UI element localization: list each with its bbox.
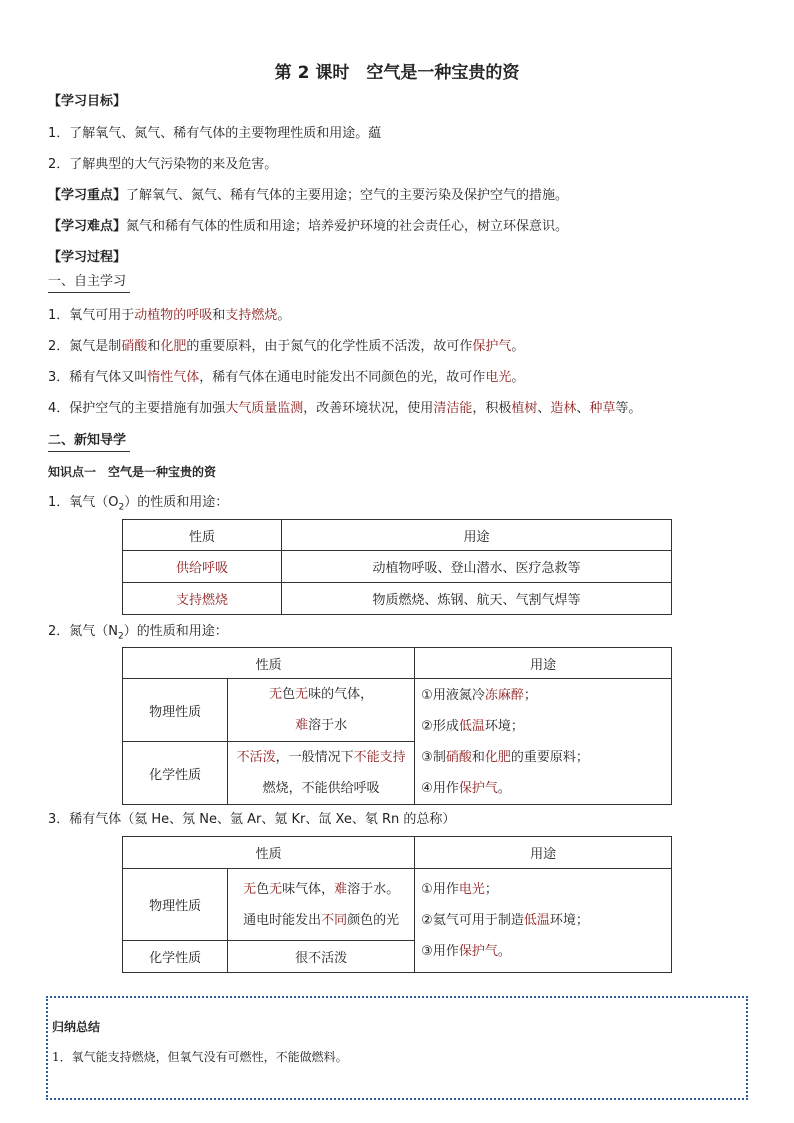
nitrogen-header-use: 用途 [415, 648, 672, 679]
oxygen-use-2: 物质燃烧、炼钢、航天、气割气焊等 [282, 583, 672, 615]
difficulties-label: 【学习难点】 [48, 219, 127, 234]
oxygen-property-2: 支持燃烧 [123, 583, 282, 615]
oxygen-property-1: 供给呼吸 [123, 551, 282, 583]
nitrogen-physical-text: 无色无味的气体， 难溶于水 [228, 679, 415, 742]
process-header: 【学习过程】 [48, 250, 127, 265]
noble-header-use: 用途 [415, 837, 672, 869]
self-study-item-2: 2．氮气是制硝酸和化肥的重要原料，由于氮气的化学性质不活泼，故可作保护气。 [48, 339, 525, 354]
self-study-item-3: 3．稀有气体又叫惰性气体，稀有气体在通电时能发出不同颜色的光，故可作电光。 [48, 370, 525, 385]
noble-chemical-label: 化学性质 [123, 941, 228, 973]
self-study-item-1: 1．氧气可用于动植物的呼吸和支持燃烧。 [48, 308, 291, 323]
nitrogen-physical-label: 物理性质 [123, 679, 228, 742]
noble-uses: ①用作电光； ②氦气可用于制造低温环境； ③用作保护气。 [415, 869, 672, 973]
nitrogen-header-property: 性质 [123, 648, 415, 679]
oxygen-table [122, 519, 672, 615]
summary-title: 归纳总结 [52, 1020, 101, 1034]
noble-chemical-text: 很不活泼 [228, 941, 415, 973]
self-study-item-4: 4．保护空气的主要措施有加强大气质量监测，改善环境状况，使用清洁能，积极植树、造林、种草等。 [48, 401, 642, 416]
summary-line-1: 1．氧气能支持燃烧，但氧气没有可燃性，不能做燃料。 [52, 1050, 348, 1064]
oxygen-intro: 1．氧气$(O_2)$的性质和用途： [48, 495, 229, 513]
key-points-text: 了解氧气、氮气、稀有气体的主要用途；空气的主要污染及保护空气的措施。 [126, 188, 569, 203]
difficulties [48, 217, 568, 237]
page-title: 第 2 课时 空气是一种宝贵的资 [274, 63, 520, 83]
summary-box [46, 996, 748, 1100]
key-points [48, 186, 568, 206]
noble-physical-text: 无色无味气体，难溶于水。 通电时能发出不同颜色的光 [228, 869, 415, 941]
difficulties-text: 氮气和稀有气体的性质和用途；培养爱护环境的社会责任心，树立环保意识。 [126, 219, 569, 234]
objective-1: 1．了解氧气、氮气、稀有气体的主要物理性质和用途。藴 [48, 126, 382, 141]
objective-2: 2．了解典型的大气污染物的来及危害。 [48, 157, 278, 172]
noble-gas-intro: 3．稀有气体（氦 He、氖 Ne、氩 Ar、氪 Kr、氙 Xe、氡 Rn 的总称） [48, 812, 456, 827]
nitrogen-chemical-label: 化学性质 [123, 742, 228, 805]
knowledge-point-title: 知识点一 空气是一种宝贵的资 [48, 465, 217, 479]
noble-header-property: 性质 [123, 837, 415, 869]
noble-physical-label: 物理性质 [123, 869, 228, 941]
nitrogen-table [122, 647, 672, 805]
oxygen-header-use: 用途 [282, 520, 672, 551]
oxygen-header-property: 性质 [123, 520, 282, 551]
objectives-header: 【学习目标】 [48, 94, 127, 109]
section2-heading: 二、新知导学 [48, 431, 130, 452]
nitrogen-chemical-text: 不活泼，一般情况下不能支持 燃烧，不能供给呼吸 [228, 742, 415, 805]
nitrogen-uses: ①用液氮冷冻麻醉； ②形成低温环境； ③制硝酸和化肥的重要原料； ④用作保护气。 [415, 679, 672, 805]
section1-heading: 一、自主学习 [48, 272, 130, 293]
oxygen-use-1: 动植物呼吸、登山潜水、医疗急救等 [282, 551, 672, 583]
key-points-label: 【学习重点】 [48, 188, 127, 203]
noble-gas-table [122, 836, 672, 973]
nitrogen-intro: 2．氮气$(N_2)$的性质和用途： [48, 624, 228, 642]
